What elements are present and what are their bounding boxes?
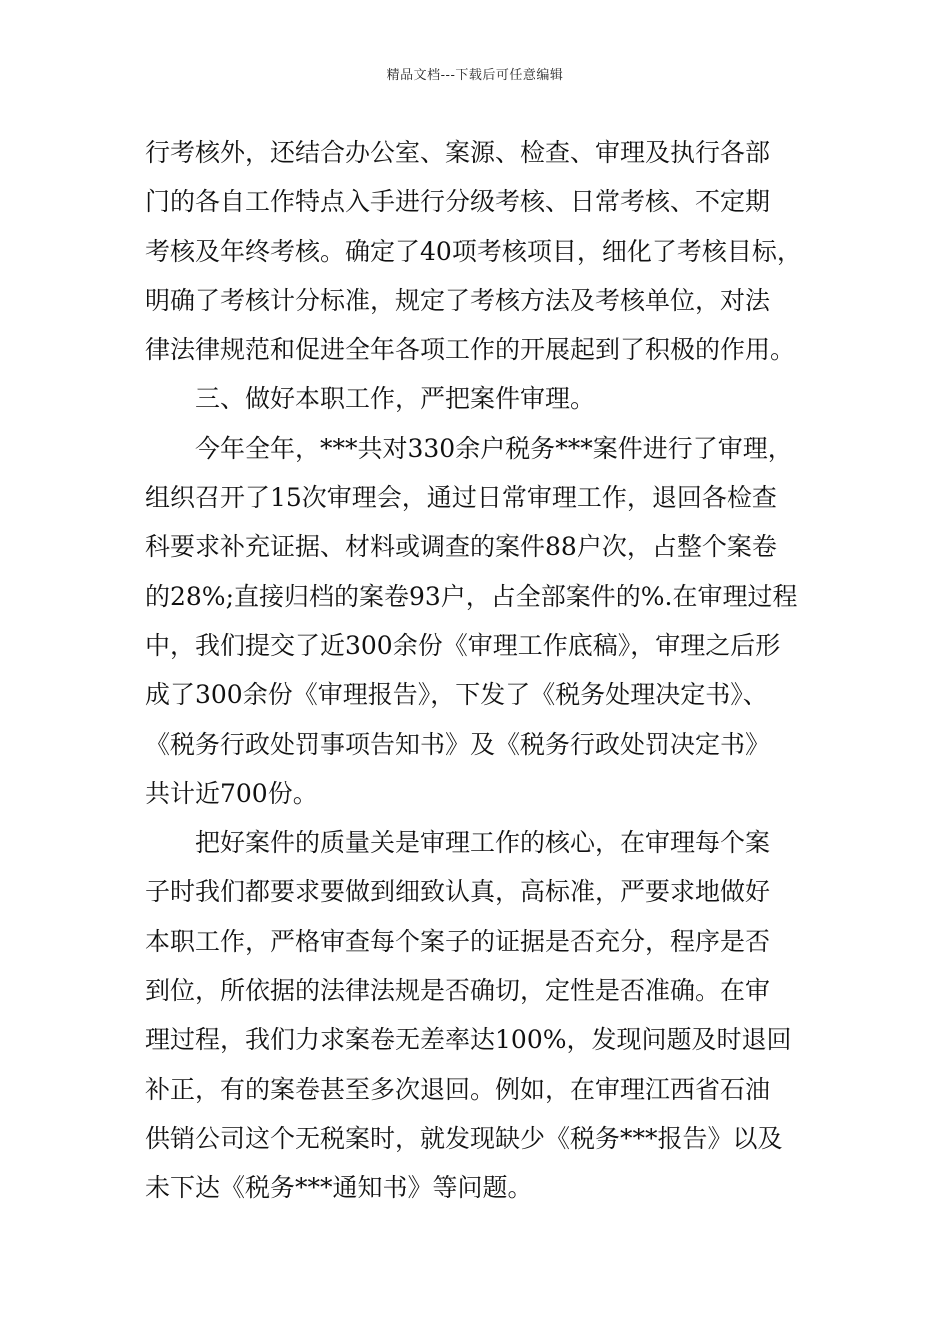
text-line: 组织召开了15次审理会，通过日常审理工作，退回各检查 [145,483,777,513]
text-line: 《税务行政处罚事项告知书》及《税务行政处罚决定书》 [145,729,771,759]
text-line: 共计近700份。 [145,778,318,808]
text-line: 科要求补充证据、材料或调查的案件88户次，占整个案卷 [145,532,777,562]
text-line: 今年全年，***共对330余户税务***案件进行了审理， [195,433,793,463]
text-line: 明确了考核计分标准，规定了考核方法及考核单位，对法 [145,285,771,315]
text-line: 门的各自工作特点入手进行分级考核、日常考核、不定期 [145,187,771,217]
text-line: 未下达《税务***通知书》等问题。 [145,1173,533,1203]
text-line: 到位，所依据的法律法规是否确切，定性是否准确。在审 [145,976,771,1006]
text-line: 补正，有的案卷甚至多次退回。例如，在审理江西省石油 [145,1074,771,1104]
document-body [145,128,835,1213]
text-line: 的28%;直接归档的案卷93户，占全部案件的%.在审理过程 [145,581,798,611]
text-line: 理过程，我们力求案卷无差率达100%，发现问题及时退回 [145,1025,792,1055]
text-line: 行考核外，还结合办公室、案源、检查、审理及执行各部 [145,138,771,167]
text-line: 供销公司这个无税案时，就发现缺少《税务***报告》以及 [145,1123,783,1153]
text-line: 子时我们都要求要做到细致认真，高标准，严要求地做好 [145,877,771,907]
text-line: 考核及年终考核。确定了40项考核项目，细化了考核目标， [145,236,802,266]
text-line: 把好案件的质量关是审理工作的核心，在审理每个案 [195,828,771,858]
page-header: 精品文档---下载后可任意编辑 [386,68,564,83]
text-line: 本职工作，严格审查每个案子的证据是否充分，程序是否 [145,926,771,956]
text-line: 三、做好本职工作，严把案件审理。 [195,384,596,414]
text-line: 成了300余份《审理报告》，下发了《税务处理决定书》、 [145,680,768,710]
text-line: 中，我们提交了近300余份《审理工作底稿》，审理之后形 [145,630,781,660]
text-line: 律法律规范和促进全年各项工作的开展起到了积极的作用。 [145,335,796,365]
